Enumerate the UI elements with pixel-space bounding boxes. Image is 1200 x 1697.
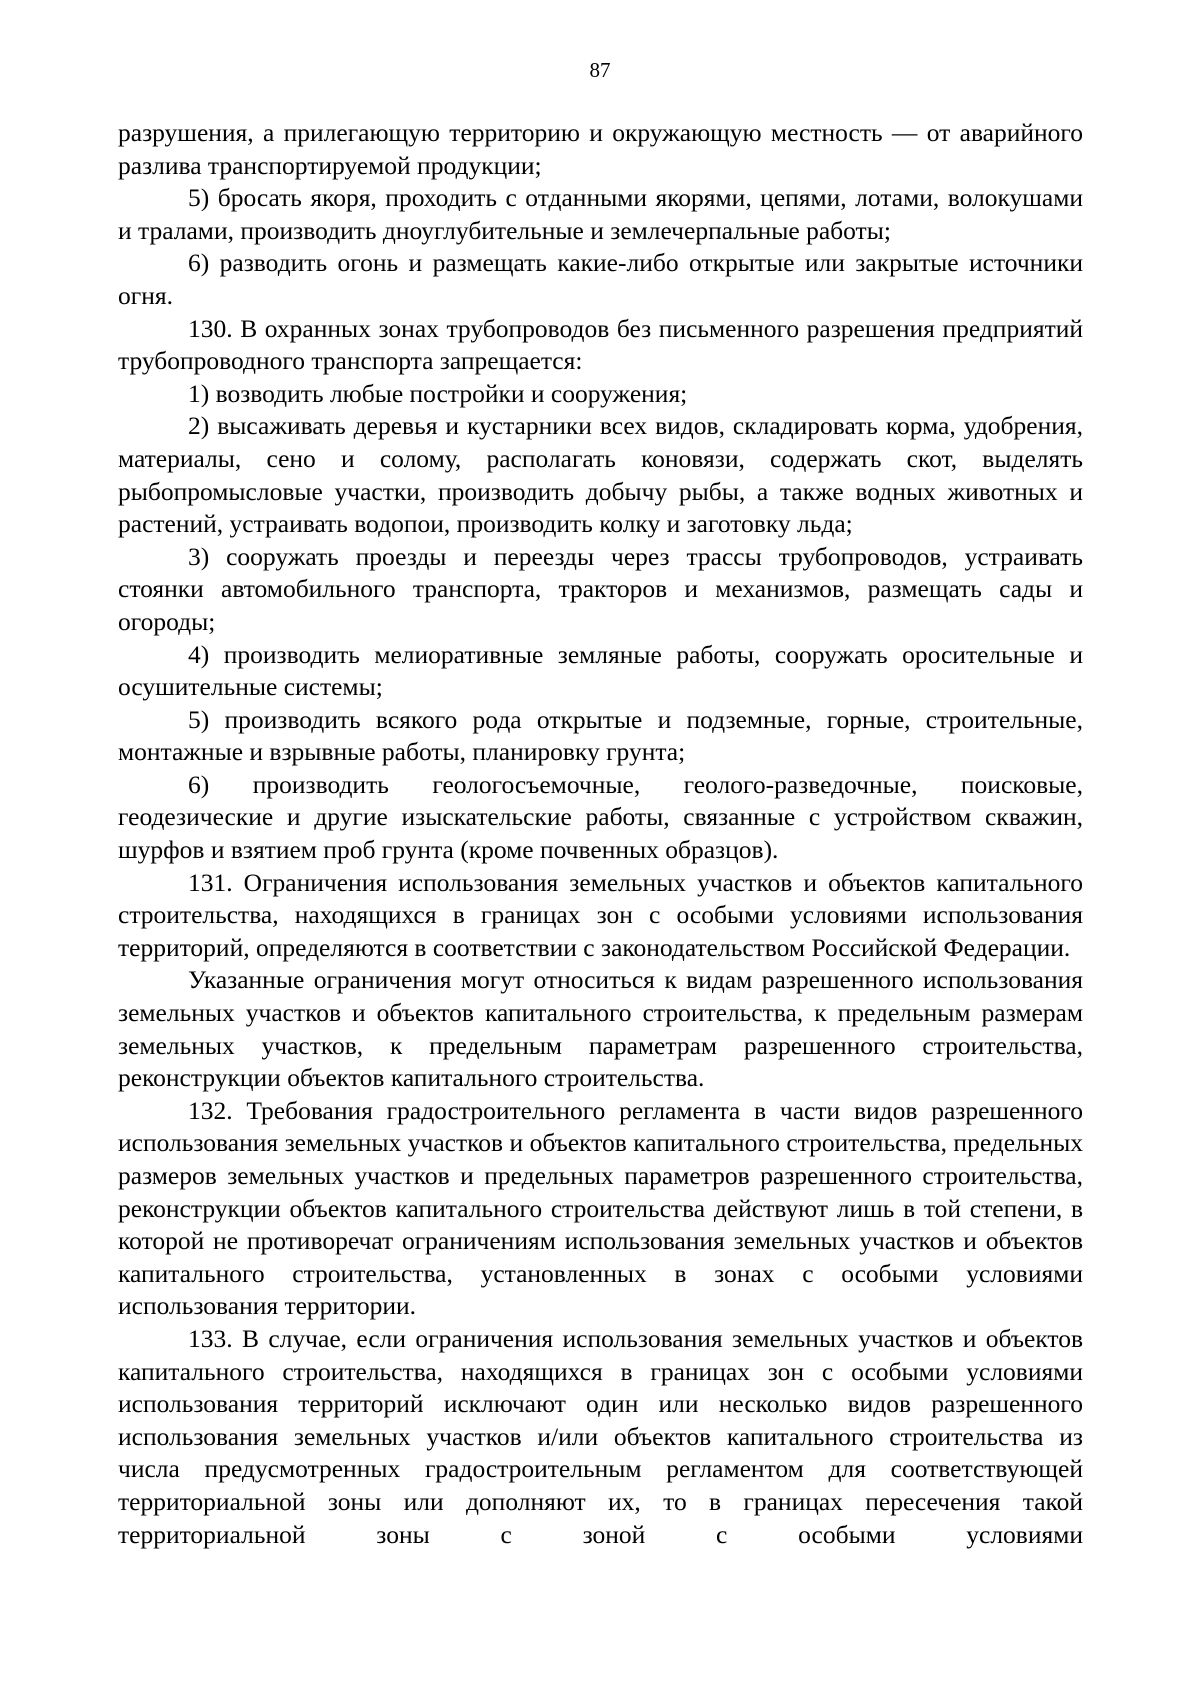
page-number: 87 — [589, 58, 611, 82]
clause-130-item-5: 5) производить всякого рода открытые и подземные, горные, строительные, монтажные и взрывные работы, планировку грунта; — [118, 704, 1083, 767]
clause-130-item-3: 3) сооружать проезды и переезды через трассы трубопроводов, устраивать стоянки автомобильного транспорта, тракторов и механизмов, размещать сады и огороды; — [118, 541, 1083, 636]
clause-130-item-1: 1) возводить любые постройки и сооружения; — [188, 378, 688, 408]
list-item-6-fire: 6) разводить огонь и размещать какие-либо открытые или закрытые источники огня. — [118, 248, 1083, 310]
clause-130: 130. В охранных зонах трубопроводов без письменного разрешения предприятий трубопроводного транспорта запрещается: — [118, 313, 1083, 376]
clause-131: 131. Ограничения использования земельных участков и объектов капитального строительства, находящихся в границах зон с особыми условиями использования территорий, определяются в соответствии с законодательством Российской Федерации. — [118, 867, 1083, 962]
clause-131-note: Указанные ограничения могут относиться к видам разрешенного использования земельных участков и объектов капитального строительства, к предельным размерам земельных участков, к предельным параметрам разрешенного строительства, реконструкции объектов капитального строительства. — [118, 965, 1083, 1093]
clause-130-item-6: 6) производить геологосъемочные, геолого-разведочные, поисковые, геодезические и другие изыскательские работы, связанные с устройством скважин, шурфов и взятием проб грунта (кроме почвенных образцов). — [118, 769, 1083, 865]
paragraph-continuation: разрушения, а прилегающую территорию и окружающую местность — от аварийного разлива транспортируемой продукции; — [118, 118, 1083, 180]
list-item-5-anchors: 5) бросать якоря, проходить с отданными якорями, цепями, лотами, волокушами и тралами, производить дноуглубительные и землечерпальные работы; — [118, 183, 1083, 245]
clause-133: 133. В случае, если ограничения использования земельных участков и объектов капитального строительства, находящихся в границах зон с особыми условиями использования территорий исключают один или несколько видов разрешенного использования земельных участков и/или объектов капитального строительства из числа предусмотренных градостроительным регламентом для соответствующей территориальной зоны или дополняют их, то в границах пересечения такой территориальной зоны с зоной с особыми условиями — [118, 1323, 1083, 1549]
clause-130-item-2: 2) высаживать деревья и кустарники всех видов, складировать корма, удобрения, материалы, сено и солому, располагать коновязи, содержать скот, выделять рыбопромысловые участки, производить добычу рыбы, а также водных животных и растений, устраивать водопои, производить колку и заготовку льда; — [118, 411, 1083, 539]
clause-130-item-4: 4) производить мелиоративные земляные работы, сооружать оросительные и осушительные системы; — [118, 639, 1083, 702]
clause-132: 132. Требования градостроительного регламента в части видов разрешенного использования земельных участков и объектов капитального строительства, предельных размеров земельных участков и предельных параметров разрешенного строительства, реконструкции объектов капитального строительства действуют лишь в той степени, в которой не противоречат ограничениям использования земельных участков и объектов капитального строительства, установленных в зонах с особыми условиями использования территории. — [118, 1095, 1083, 1321]
document-body — [118, 117, 1083, 1551]
